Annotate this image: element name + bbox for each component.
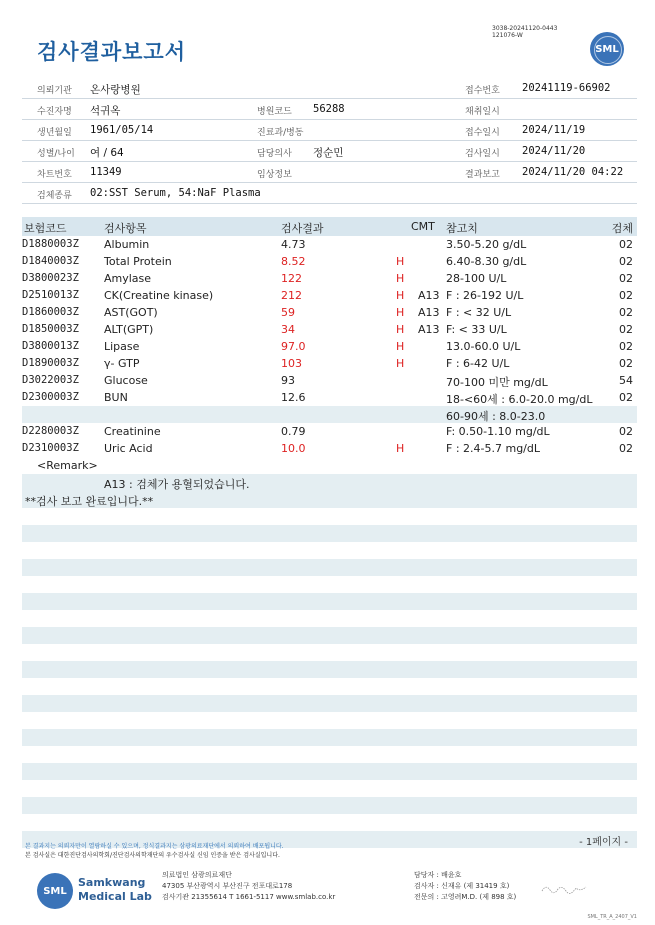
report-date-value: 2024/11/20 04:22 — [522, 166, 624, 178]
cell-flag: H — [396, 306, 405, 319]
report-title: 검사결과보고서 — [37, 40, 187, 64]
cell-item: Glucose — [104, 374, 148, 387]
cell-cmt: A13 — [418, 306, 440, 319]
cell-result: 12.6 — [281, 391, 306, 404]
info-row — [22, 99, 637, 120]
cell-specimen: 02 — [619, 391, 633, 404]
test-date-label: 검사일시 — [465, 149, 500, 159]
header-ref: 참고치 — [446, 222, 478, 235]
report-date-label: 결과보고 — [465, 170, 500, 180]
organization-info — [162, 870, 335, 903]
header-code: 보험코드 — [24, 222, 67, 235]
cell-ref: 13.0-60.0 U/L — [446, 340, 521, 353]
stripe — [22, 627, 637, 644]
footer-note-2: 본 검사실은 대한진단검사의학회/진단검사의학재단의 우수검사실 신임 인증을 받은 검사실입니다. — [25, 852, 280, 859]
cell-specimen: 02 — [619, 323, 633, 336]
table-row — [22, 372, 637, 389]
cell-item: Lipase — [104, 340, 140, 353]
cell-ref: F : 2.4-5.7 mg/dL — [446, 442, 540, 455]
patient-info-block — [22, 78, 637, 204]
cell-result: 103 — [281, 357, 302, 370]
cell-ref: F : < 32 U/L — [446, 306, 512, 319]
cell-code: D1860003Z — [22, 306, 79, 318]
sex-age-label: 성별/나이 — [37, 149, 75, 159]
cell-code: D2280003Z — [22, 425, 79, 437]
cell-result: 212 — [281, 289, 302, 302]
cell-ref: F : 6-42 U/L — [446, 357, 510, 370]
header-item: 검사항목 — [104, 222, 147, 235]
brand-name — [78, 876, 152, 904]
stripe — [22, 695, 637, 712]
cell-ref: 70-100 미만 mg/dL — [446, 376, 548, 389]
cell-flag: H — [396, 272, 405, 285]
table-row — [22, 440, 637, 457]
cell-code: D1890003Z — [22, 357, 79, 369]
info-row — [22, 120, 637, 141]
organization-name: 의료법인 삼광의료재단 — [162, 871, 232, 879]
dept-label: 진료과/병동 — [257, 128, 304, 138]
table-row — [22, 406, 637, 423]
cell-ref: 3.50-5.20 g/dL — [446, 238, 527, 251]
cell-item: γ- GTP — [104, 357, 140, 370]
cell-code: D1840003Z — [22, 255, 79, 267]
cell-code: D1850003Z — [22, 323, 79, 335]
doctor-label: 담당의사 — [257, 149, 292, 159]
info-row — [22, 141, 637, 162]
results-table-body — [22, 236, 637, 457]
table-row — [22, 287, 637, 304]
cell-ref: 6.40-8.30 g/dL — [446, 255, 527, 268]
cell-result: 97.0 — [281, 340, 306, 353]
brand-line-2: Medical Lab — [78, 890, 152, 903]
cell-item: Uric Acid — [104, 442, 153, 455]
stripe — [22, 797, 637, 814]
cell-specimen: 02 — [619, 442, 633, 455]
cell-ref: F : 26-192 U/L — [446, 289, 524, 302]
birth-value: 1961/05/14 — [90, 124, 154, 136]
sml-logo-icon — [590, 32, 624, 66]
page-number: - 1페이지 - — [579, 837, 628, 848]
cell-result: 4.73 — [281, 238, 306, 251]
cell-result: 122 — [281, 272, 302, 285]
info-row — [22, 162, 637, 183]
cell-item: Albumin — [104, 238, 150, 251]
hospital-value: 온사랑병원 — [90, 84, 141, 96]
form-code: SML_TR_A_2407_V1 — [587, 914, 637, 920]
header-specimen: 검체 — [611, 222, 633, 235]
signature-icon — [540, 882, 590, 898]
cell-item: Creatinine — [104, 425, 161, 438]
cell-item: Total Protein — [104, 255, 172, 268]
cell-item: CK(Creatine kinase) — [104, 289, 214, 302]
table-row — [22, 321, 637, 338]
document-code-line2: 121076-W — [492, 32, 523, 39]
table-row — [22, 389, 637, 406]
chart-no-label: 차트번호 — [37, 170, 72, 180]
info-row — [22, 78, 637, 99]
cell-ref: F: 0.50-1.10 mg/dL — [446, 425, 550, 438]
cell-item: AST(GOT) — [104, 306, 158, 319]
doctor-value: 정순민 — [313, 147, 344, 159]
cell-code: D3022003Z — [22, 374, 79, 386]
table-row — [22, 253, 637, 270]
stripe — [22, 559, 637, 576]
clinical-label: 임상정보 — [257, 170, 292, 180]
table-row — [22, 270, 637, 287]
footer-note-1: 본 결과지는 의뢰자만이 열람하실 수 있으며, 정식결과지는 삼광의료재단에서 의뢰하여 배포됩니다. — [25, 843, 284, 850]
header-cmt: CMT — [411, 220, 435, 233]
test-date-value: 2024/11/20 — [522, 145, 586, 157]
cell-result: 59 — [281, 306, 295, 319]
cell-specimen: 02 — [619, 357, 633, 370]
chart-no-value: 11349 — [90, 166, 122, 178]
staff-specialist: 전문의 : 고영려M.D. (제 898 호) — [414, 893, 517, 901]
collect-date-label: 채취일시 — [465, 107, 500, 117]
sex-age-value: 여 / 64 — [90, 147, 124, 159]
hospital-label: 의뢰기관 — [37, 86, 72, 96]
receipt-no-value: 20241119-66902 — [522, 82, 611, 94]
cell-code: D2300003Z — [22, 391, 79, 403]
cell-result: 93 — [281, 374, 295, 387]
cell-flag: H — [396, 340, 405, 353]
logo-text: SML — [595, 43, 619, 55]
table-row — [22, 423, 637, 440]
footer-logo-text: SML — [43, 885, 67, 897]
specimen-type-value: 02:SST Serum, 54:NaF Plasma — [90, 187, 261, 199]
cell-specimen: 02 — [619, 306, 633, 319]
cell-code: D3800013Z — [22, 340, 79, 352]
cell-item: ALT(GPT) — [104, 323, 154, 336]
cell-flag: H — [396, 442, 405, 455]
cell-item: BUN — [104, 391, 128, 404]
cell-item: Amylase — [104, 272, 152, 285]
results-table-header — [22, 217, 637, 236]
signature-scribble-icon — [540, 882, 590, 896]
cell-specimen: 54 — [619, 374, 633, 387]
receipt-no-label: 접수번호 — [465, 86, 500, 96]
receipt-date-value: 2024/11/19 — [522, 124, 586, 136]
cell-flag: H — [396, 357, 405, 370]
cell-result: 8.52 — [281, 255, 306, 268]
cell-specimen: 02 — [619, 340, 633, 353]
sml-footer-logo-icon — [37, 873, 73, 909]
table-row — [22, 304, 637, 321]
cell-ref: 18-<60세 : 6.0-20.0 mg/dL — [446, 393, 593, 406]
cell-ref: 60-90세 : 8.0-23.0 — [446, 410, 546, 423]
patient-value: 석귀옥 — [90, 105, 121, 117]
brand-line-1: Samkwang — [78, 876, 146, 889]
cell-cmt: A13 — [418, 289, 440, 302]
stripe — [22, 763, 637, 780]
document-code — [492, 25, 557, 39]
cell-ref: F: < 33 U/L — [446, 323, 507, 336]
stripe — [22, 525, 637, 542]
stripe — [22, 593, 637, 610]
stripe — [22, 729, 637, 746]
cell-result: 34 — [281, 323, 295, 336]
cell-specimen: 02 — [619, 238, 633, 251]
staff-tester: 검사자 : 신재유 (제 31419 호) — [414, 882, 510, 890]
staff-manager: 담당자 : 배윤호 — [414, 871, 462, 879]
cell-specimen: 02 — [619, 255, 633, 268]
organization-contact: 검사기관 21355614 T 1661-5117 www.smlab.co.kr — [162, 893, 336, 901]
cell-code: D1880003Z — [22, 238, 79, 250]
header-result: 검사결과 — [281, 222, 324, 235]
cell-result: 10.0 — [281, 442, 306, 455]
hospital-code-label: 병원코드 — [257, 107, 292, 117]
info-row — [22, 183, 637, 204]
cell-flag: H — [396, 323, 405, 336]
cell-specimen: 02 — [619, 425, 633, 438]
stripe — [22, 661, 637, 678]
receipt-date-label: 접수일시 — [465, 128, 500, 138]
remark-label: <Remark> — [37, 459, 98, 472]
remark-text: A13 : 검체가 용혈되었습니다. — [104, 478, 250, 491]
patient-label: 수진자명 — [37, 107, 72, 117]
cell-cmt: A13 — [418, 323, 440, 336]
birth-label: 생년월일 — [37, 128, 72, 138]
cell-specimen: 02 — [619, 289, 633, 302]
report-complete-text: **검사 보고 완료입니다.** — [25, 495, 154, 508]
cell-result: 0.79 — [281, 425, 306, 438]
specimen-type-label: 검체종류 — [37, 191, 72, 201]
table-row — [22, 236, 637, 253]
cell-code: D2510013Z — [22, 289, 79, 301]
cell-specimen: 02 — [619, 272, 633, 285]
table-row — [22, 338, 637, 355]
table-row — [22, 355, 637, 372]
cell-flag: H — [396, 289, 405, 302]
document-code-line1: 3038-20241120-0443 — [492, 25, 558, 32]
cell-flag: H — [396, 255, 405, 268]
hospital-code-value: 56288 — [313, 103, 345, 115]
cell-code: D3800023Z — [22, 272, 79, 284]
cell-code: D2310003Z — [22, 442, 79, 454]
organization-address: 47305 부산광역시 부산진구 전포대로178 — [162, 882, 293, 890]
cell-ref: 28-100 U/L — [446, 272, 507, 285]
staff-info — [414, 870, 516, 903]
